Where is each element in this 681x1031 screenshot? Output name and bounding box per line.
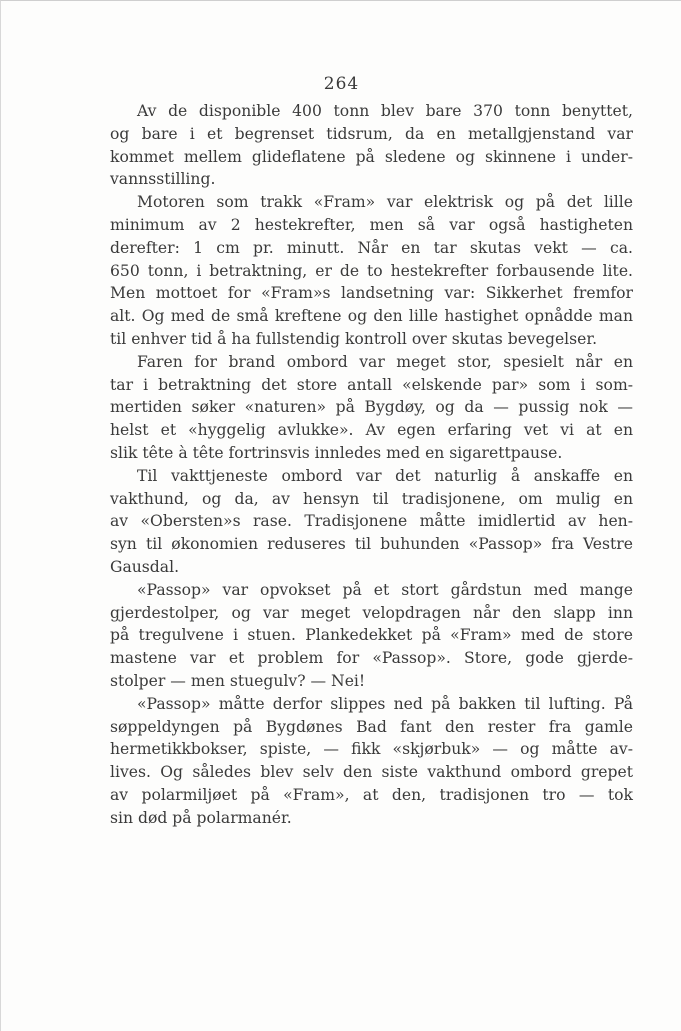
text-line: Men mottoet for «Fram»s landsetning var: Sikkerhet fremfor — [110, 284, 633, 303]
paragraph — [110, 693, 633, 830]
body-text — [110, 100, 633, 830]
paragraph — [110, 465, 633, 579]
text-line: sin død på polarmanér. — [110, 808, 292, 827]
text-line: vannsstilling. — [110, 170, 216, 189]
text-line: derefter: 1 cm pr. minutt. Når en tar skutas vekt — ca. — [110, 238, 633, 257]
page-number: 264 — [323, 74, 360, 94]
text-line: Av de disponible 400 tonn blev bare 370 tonn benyttet, — [137, 102, 633, 120]
text-line: syn til økonomien reduseres til buhunden «Passop» fra Vestre — [110, 535, 633, 554]
text-line: søppeldyngen på Bygdønes Bad fant den rester fra gamle — [110, 717, 633, 736]
text-line: tar i betraktning det store antall «elskende par» som i som- — [110, 375, 633, 394]
text-line: Motoren som trakk «Fram» var elektrisk og på det lille — [137, 193, 633, 212]
text-line: Til vakttjeneste ombord var det naturlig å anskaffe en — [137, 466, 633, 485]
text-line: hermetikkbokser, spiste, — fikk «skjørbuk» — og måtte av- — [110, 740, 633, 759]
text-line: på tregulvene i stuen. Plankedekket på «Fram» med de store — [110, 626, 633, 645]
text-line: 650 tonn, i betraktning, er de to hestekrefter forbausende lite. — [110, 261, 633, 280]
text-line: minimum av 2 hestekrefter, men så var også hastigheten — [110, 215, 633, 234]
text-line: Faren for brand ombord var meget stor, spesielt når en — [137, 352, 633, 371]
text-line: gjerdestolper, og var meget velopdragen når den slapp inn — [110, 603, 633, 622]
text-line: mertiden søker «naturen» på Bygdøy, og da — pussig nok — — [110, 398, 633, 417]
text-line: helst et «hyggelig avlukke». Av egen erfaring vet vi at en — [110, 421, 633, 440]
paragraph — [110, 351, 633, 465]
paragraph — [110, 100, 633, 191]
text-line: mastene var et problem for «Passop». Store, gode gjerde- — [110, 649, 633, 668]
text-line: «Passop» var opvokset på et stort gårdstun med mange — [137, 580, 633, 599]
paragraph — [110, 579, 633, 693]
text-line: og bare i et begrenset tidsrum, da en metallgjenstand var — [110, 124, 633, 143]
text-line: slik tête à tête fortrinsvis innledes med en sigarettpause. — [110, 443, 563, 462]
text-line: stolper — men stuegulv? — Nei! — [110, 671, 366, 690]
text-line: Gausdal. — [110, 557, 180, 576]
text-line: av polarmiljøet på «Fram», at den, tradisjonen tro — tok — [110, 785, 633, 804]
text-line: vakthund, og da, av hensyn til tradisjonene, om mulig en — [110, 489, 633, 508]
text-line: kommet mellem glideflatene på sledene og skinnene i under- — [110, 147, 633, 166]
text-line: «Passop» måtte derfor slippes ned på bakken til lufting. På — [137, 694, 633, 713]
text-line: til enhver tid å ha fullstendig kontroll over skutas bevegelser. — [110, 329, 598, 348]
text-line: lives. Og således blev selv den siste vakthund ombord grepet — [110, 763, 633, 782]
paragraph — [110, 191, 633, 351]
text-line: alt. Og med de små kreftene og den lille hastighet opnådde man — [110, 307, 633, 326]
text-line: av «Obersten»s rase. Tradisjonene måtte imidlertid av hen- — [110, 512, 633, 531]
